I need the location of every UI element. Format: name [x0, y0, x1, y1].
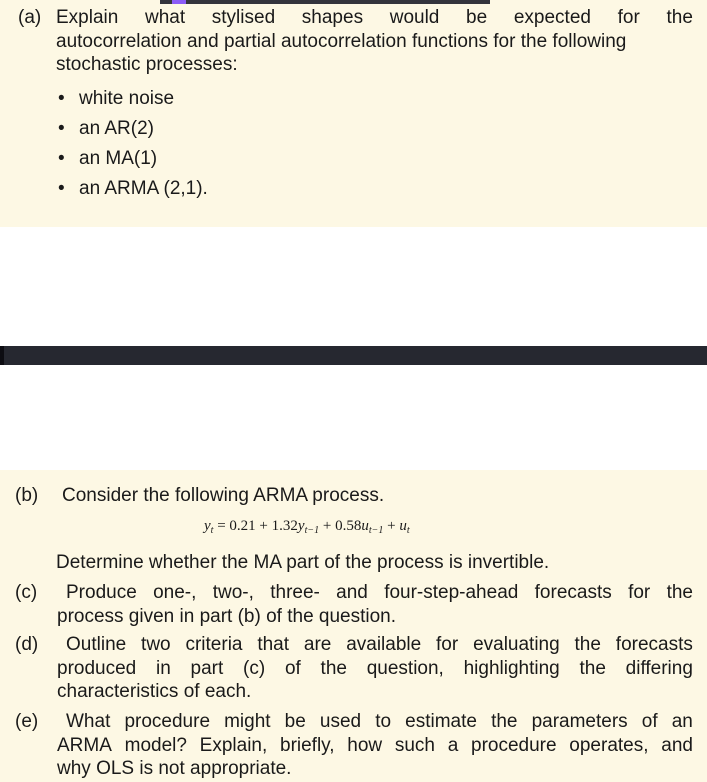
arma-equation: [204, 516, 410, 541]
word: available: [346, 634, 422, 655]
word: the: [491, 711, 518, 732]
word: the: [666, 7, 693, 28]
part-a-line-1: [56, 6, 693, 30]
word: are: [303, 634, 332, 655]
eq-var3: u: [399, 518, 407, 534]
word: stylised: [211, 7, 276, 28]
eq-coef1: 1.32: [271, 518, 298, 534]
word: shapes: [301, 7, 364, 28]
bullet-icon: •: [58, 88, 65, 109]
toolbar-accent: [172, 0, 186, 4]
word: of: [284, 658, 301, 679]
word: the: [574, 634, 601, 655]
eq-plus: +: [322, 518, 332, 534]
part-d-line-2: [57, 657, 693, 681]
part-e-line-2: [57, 734, 693, 758]
word: briefly,: [280, 735, 335, 756]
word: and: [661, 735, 693, 756]
part-a-line-2: autocorrelation and partial autocorrelation functions for the following: [56, 31, 627, 52]
bullet-icon: •: [58, 178, 65, 199]
part-d-label: (d): [15, 634, 39, 655]
eq-plus: +: [259, 518, 268, 534]
eq-lhs-sub: t: [210, 525, 214, 536]
list-item-arma21: an ARMA (2,1).: [79, 178, 208, 199]
word: forecasts: [615, 634, 693, 655]
word: in: [155, 658, 171, 679]
word: produced: [57, 658, 137, 679]
word: for: [628, 582, 651, 603]
eq-var2: u: [361, 518, 369, 534]
word: Outline: [66, 634, 127, 655]
word: for: [436, 634, 459, 655]
word: criteria: [185, 634, 243, 655]
eq-coef2: 0.58: [335, 518, 362, 534]
word: What: [66, 711, 111, 732]
word: Produce: [66, 582, 137, 603]
eq-var3-sub: t: [406, 525, 410, 536]
part-b-followup: Determine whether the MA part of the process is invertible.: [56, 552, 550, 573]
word: the: [579, 658, 606, 679]
word: be: [466, 7, 488, 28]
word: one-,: [153, 582, 197, 603]
word: used: [319, 711, 362, 732]
part-e-line-3: why OLS is not appropriate.: [57, 758, 292, 779]
part-d-line-3: characteristics of each.: [57, 681, 252, 702]
part-c-line-1: [66, 581, 693, 605]
word: two-,: [212, 582, 254, 603]
word: estimate: [405, 711, 477, 732]
part-a-line-3: stochastic processes:: [56, 54, 238, 75]
eq-lhs: y: [204, 518, 211, 534]
word: Explain: [56, 7, 119, 28]
word: (c): [243, 658, 266, 679]
word: ARMA: [57, 735, 112, 756]
word: an: [671, 711, 693, 732]
part-c-label: (c): [15, 582, 38, 603]
toolbar-strip: [160, 0, 490, 4]
eq-var1: y: [297, 518, 305, 534]
part-b-label: (b): [15, 485, 39, 506]
eq-plus: +: [387, 518, 396, 534]
eq-equals: =: [217, 518, 226, 534]
word: that: [257, 634, 290, 655]
word: of: [641, 711, 658, 732]
word: be: [284, 711, 306, 732]
word: parameters: [531, 711, 628, 732]
part-e-line-1: [66, 710, 693, 734]
part-c-line-2: process given in part (b) of the question.: [57, 606, 397, 627]
eq-var2-sub: t−1: [368, 525, 384, 536]
word: for: [617, 7, 640, 28]
word: forecasts: [534, 582, 612, 603]
word: model?: [124, 735, 187, 756]
word: such: [394, 735, 435, 756]
part-a-label: (a): [18, 7, 42, 28]
word: highlighting: [463, 658, 560, 679]
eq-var1-sub: t−1: [304, 525, 320, 536]
part-e-label: (e): [15, 711, 39, 732]
word: four-step-ahead: [384, 582, 519, 603]
eq-const: 0.21: [229, 518, 256, 534]
word: would: [389, 7, 440, 28]
word: expected: [513, 7, 591, 28]
word: question,: [366, 658, 444, 679]
bullet-icon: •: [58, 148, 65, 169]
bullet-icon: •: [58, 118, 65, 139]
word: differing: [625, 658, 693, 679]
word: the: [666, 582, 693, 603]
word: two: [141, 634, 171, 655]
word: operates,: [569, 735, 649, 756]
word: evaluating: [473, 634, 560, 655]
word: procedure: [471, 735, 557, 756]
list-item-white-noise: white noise: [79, 88, 175, 109]
word: three-: [270, 582, 320, 603]
word: procedure: [124, 711, 211, 732]
word: Explain,: [199, 735, 268, 756]
word: how: [347, 735, 383, 756]
word: a: [447, 735, 459, 756]
word: part: [190, 658, 224, 679]
word: what: [144, 7, 186, 28]
word: to: [375, 711, 392, 732]
part-d-line-1: [66, 633, 693, 657]
page-divider-band: [0, 346, 707, 365]
word: the: [320, 658, 347, 679]
word: and: [336, 582, 368, 603]
word: might: [224, 711, 271, 732]
list-item-ma1: an MA(1): [79, 148, 158, 169]
divider-edge: [0, 346, 4, 365]
list-item-ar2: an AR(2): [79, 118, 154, 139]
part-b-text: Consider the following ARMA process.: [62, 485, 385, 506]
